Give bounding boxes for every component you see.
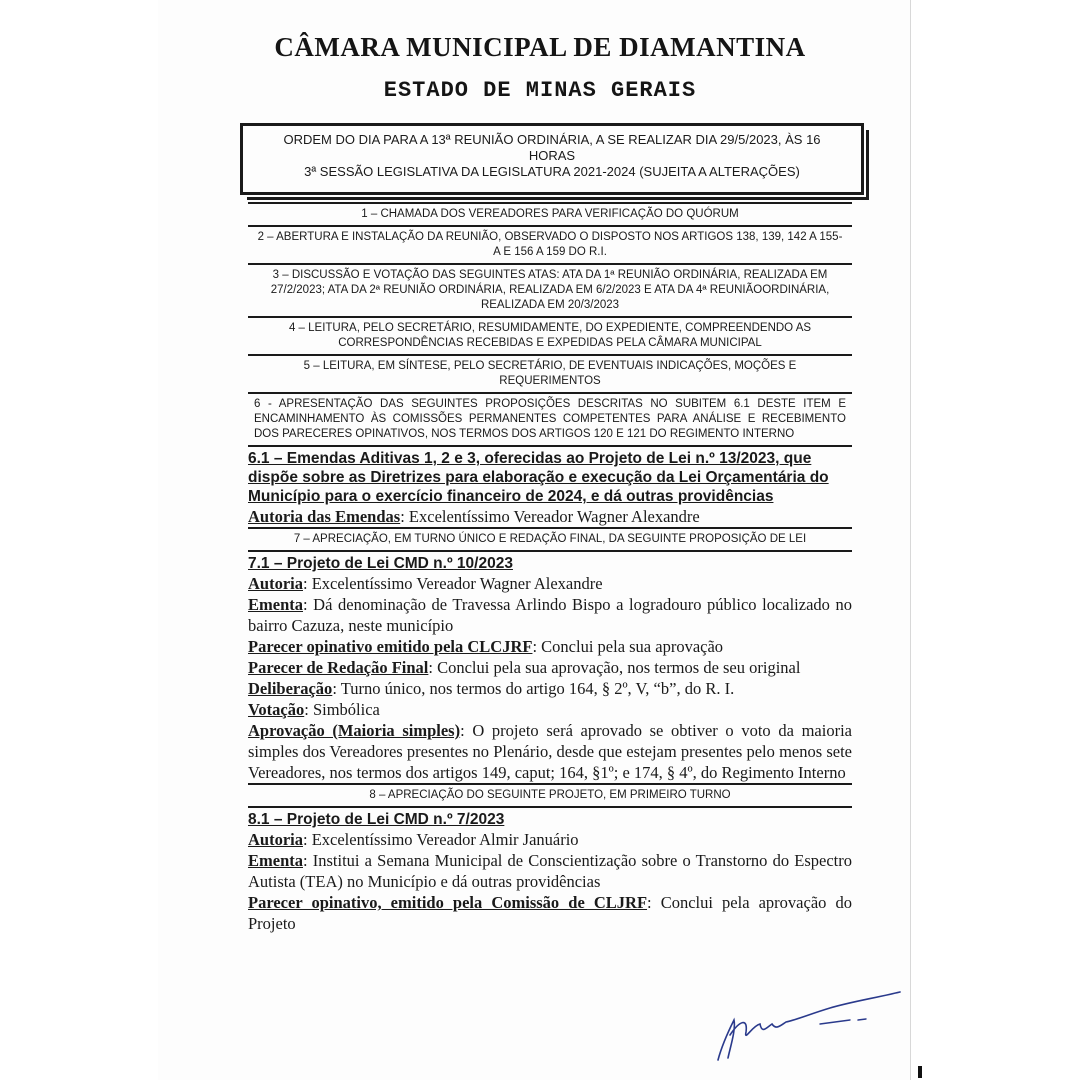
item-7-1-votacao (248, 699, 852, 720)
item-7-1-aprovacao-value: : O projeto será aprovado se obtiver o voto da maioria simples dos Vereadores presentes no Plenário, desde que estejam presentes pelo menos sete Vereadores, nos termos dos artigos 149, caput; 164, §1º; e 174, § 4º, do Regimento Interno (248, 721, 852, 782)
document-subtitle: ESTADO DE MINAS GERAIS (383, 78, 697, 103)
item-7-1-autoria-value: : Excelentíssimo Vereador Wagner Alexandre (303, 574, 603, 593)
item-8-1-autoria (248, 829, 852, 850)
agenda-item-4: 4 – LEITURA, PELO SECRETÁRIO, RESUMIDAMENTE, DO EXPEDIENTE, COMPREENDENDO AS CORRESPONDÊNCIAS RECEBIDAS E EXPEDIDAS PELA CÂMARA MUNICIPAL (248, 316, 852, 354)
item-7-1-ementa-label: Ementa (248, 595, 303, 614)
item-8-1-parecer-label: Parecer opinativo, emitido pela Comissão de CLJRF (248, 893, 648, 912)
page-edge-mark (918, 1066, 922, 1078)
item-7-1-deliberacao (248, 678, 852, 699)
session-header-box (240, 123, 864, 195)
agenda (248, 202, 852, 934)
agenda-item-5: 5 – LEITURA, EM SÍNTESE, PELO SECRETÁRIO, DE EVENTUAIS INDICAÇÕES, MOÇÕES E REQUERIMENTOS (248, 354, 852, 392)
handwritten-signature (700, 990, 910, 1070)
item-7-1-parecer (248, 636, 852, 657)
item-7-1-aprovacao-label: Aprovação (Maioria simples) (248, 721, 461, 740)
item-7-1-votacao-label: Votação (248, 700, 305, 719)
item-8-1-ementa-label: Ementa (248, 851, 303, 870)
item-7-1-aprovacao (248, 720, 852, 783)
item-6-1-title: 6.1 – Emendas Aditivas 1, 2 e 3, oferecidas ao Projeto de Lei n.º 13/2023, que dispõe sobre as Diretrizes para elaboração e execução da Lei Orçamentária do Município para o exercício financeiro de 2024, e dá outras providências (248, 445, 852, 506)
item-7-1-redacao-value: : Conclui pela sua aprovação, nos termos de seu original (428, 658, 801, 677)
item-8-1-ementa-value: : Institui a Semana Municipal de Conscientização sobre o Transtorno do Espectro Autista (TEA) no Município e dá outras providências (248, 851, 852, 891)
agenda-item-8: 8 – APRECIAÇÃO DO SEGUINTE PROJETO, EM PRIMEIRO TURNO (248, 783, 852, 806)
agenda-item-7: 7 – APRECIAÇÃO, EM TURNO ÚNICO E REDAÇÃO FINAL, DA SEGUINTE PROPOSIÇÃO DE LEI (248, 527, 852, 550)
item-7-1-deliberacao-value: : Turno único, nos termos do artigo 164, § 2º, V, “b”, do R. I. (332, 679, 735, 698)
item-8-1-title: 8.1 – Projeto de Lei CMD n.º 7/2023 (248, 806, 852, 829)
item-8-1-autoria-value: : Excelentíssimo Vereador Almir Januário (303, 830, 579, 849)
item-7-1-votacao-value: : Simbólica (304, 700, 380, 719)
item-7-1-parecer-label: Parecer opinativo emitido pela CLCJRF (248, 637, 533, 656)
document-title: CÂMARA MUNICIPAL DE DIAMANTINA (274, 32, 806, 62)
item-7-1-autoria-label: Autoria (248, 574, 303, 593)
item-7-1-redacao (248, 657, 852, 678)
agenda-item-3: 3 – DISCUSSÃO E VOTAÇÃO DAS SEGUINTES ATAS: ATA DA 1ª REUNIÃO ORDINÁRIA, REALIZADA EM 27/2/2023; ATA DA 2ª REUNIÃO ORDINÁRIA, REALIZADA EM 6/2/2023 E ATA DA 4ª REUNIÃOORDINÁRIA, REALIZADA EM 20/3/2023 (248, 263, 852, 316)
agenda-item-6: 6 - APRESENTAÇÃO DAS SEGUINTES PROPOSIÇÕES DESCRITAS NO SUBITEM 6.1 DESTE ITEM E ENCAMINHAMENTO ÀS COMISSÕES PERMANENTES COMPETENTES PARA ANÁLISE E RECEBIMENTO DOS PARECERES OPINATIVOS, NOS TERMOS DOS ARTIGOS 120 E 121 DO REGIMENTO INTERNO (248, 392, 852, 445)
item-7-1-parecer-value: : Conclui pela sua aprovação (532, 637, 724, 656)
item-6-1-autoria (248, 506, 852, 527)
item-7-1-autoria (248, 573, 852, 594)
item-8-1-parecer (248, 892, 852, 934)
item-7-1-deliberacao-label: Deliberação (248, 679, 333, 698)
item-8-1-autoria-label: Autoria (248, 830, 303, 849)
item-7-1-ementa-value: : Dá denominação de Travessa Arlindo Bispo a logradouro público localizado no bairro Cazuza, neste município (248, 595, 852, 635)
item-7-1-redacao-label: Parecer de Redação Final (248, 658, 429, 677)
agenda-item-2: 2 – ABERTURA E INSTALAÇÃO DA REUNIÃO, OBSERVADO O DISPOSTO NOS ARTIGOS 138, 139, 142 A 155-A E 156 A 159 DO R.I. (248, 225, 852, 263)
agenda-item-1: 1 – CHAMADA DOS VEREADORES PARA VERIFICAÇÃO DO QUÓRUM (248, 202, 852, 225)
session-header-line2: 3ª SESSÃO LEGISLATIVA DA LEGISLATURA 2021-2024 (SUJEITA A ALTERAÇÕES) (304, 164, 800, 179)
item-6-1-autoria-label: Autoria das Emendas (248, 507, 401, 526)
item-7-1-title: 7.1 – Projeto de Lei CMD n.º 10/2023 (248, 550, 852, 573)
item-7-1-ementa (248, 594, 852, 636)
item-6-1-autoria-value: : Excelentíssimo Vereador Wagner Alexandre (400, 507, 700, 526)
session-header-line1: ORDEM DO DIA PARA A 13ª REUNIÃO ORDINÁRIA, A SE REALIZAR DIA 29/5/2023, ÀS 16 HORAS (283, 132, 821, 163)
item-8-1-parecer-value: : Conclui pela aprovação do Projeto (248, 893, 852, 933)
item-8-1-ementa (248, 850, 852, 892)
